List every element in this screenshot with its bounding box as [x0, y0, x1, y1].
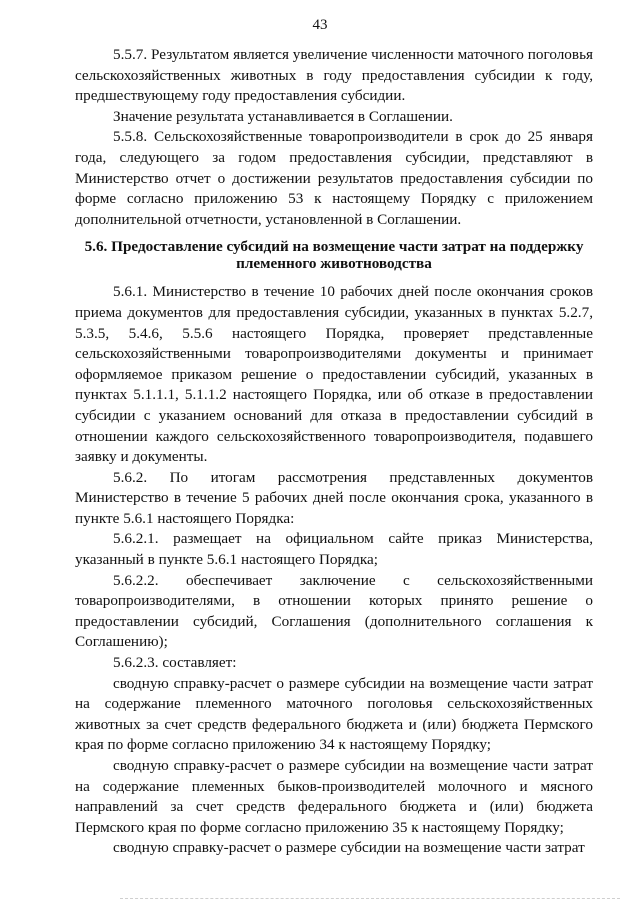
section-heading-5-6: 5.6. Предоставление субсидий на возмещение части затрат на поддержку племенного животноводства: [84, 238, 584, 272]
page-number: 43: [312, 17, 328, 33]
bottom-scan-rule: [120, 898, 620, 899]
paragraph-5-5-8: 5.5.8. Сельскохозяйственные товаропроизводители в срок до 25 января года, следующего за годом предоставления субсидии, представляют в Министерство отчет о достижении результатов предоставления субсидии по форме согласно приложению 53 к настоящему Порядку с приложением дополнительной отчетности, установленной в Соглашении.: [75, 128, 593, 228]
paragraph-5-6-1: 5.6.1. Министерство в течение 10 рабочих дней после окончания сроков приема документов для предоставления субсидии, указанных в пунктах 5.2.7, 5.3.5, 5.4.6, 5.5.6 настоящего Порядка, проверяет представленные сельскохозяйственными товаропроизводителями документы и принимает оформляемое приказом решение о предоставлении субсидий, указанных в пунктах 5.1.1.1, 5.1.1.2 настоящего Порядка, или об отказе в предоставлении субсидии с указанием оснований для отказа в предоставлении субсидий в отношении каждого сельскохозяйственного товаропроизводителя, подавшего заявку и документы.: [75, 283, 593, 466]
paragraph-5-6-2-1: 5.6.2.1. размещает на официальном сайте приказ Министерства, указанный в пункте 5.6.1 настоящего Порядка;: [75, 530, 593, 569]
paragraph-result-value: Значение результата устанавливается в Соглашении.: [113, 107, 453, 125]
paragraph-summary-partial: сводную справку-расчет о размере субсидии на возмещение части затрат: [113, 839, 585, 857]
paragraph-5-6-2-2: 5.6.2.2. обеспечивает заключение с сельскохозяйственными товаропроизводителями, в отношении которых принято решение о предоставлении субсидий, Соглашения (дополнительного соглашения к Соглашению);: [75, 571, 593, 651]
paragraph-5-5-7: 5.5.7. Результатом является увеличение численности маточного поголовья сельскохозяйственных животных в году предоставления субсидии к году, предшествующему году предоставления субсидии.: [75, 46, 593, 105]
paragraph-summary-breeding-stock: сводную справку-расчет о размере субсидии на возмещение части затрат на содержание племенного маточного поголовья сельскохозяйственных животных за счет средств федерального бюджета и (или) бюджета Пермского края по форме согласно приложению 34 к настоящему Порядку;: [75, 674, 593, 754]
paragraph-5-6-2-3: 5.6.2.3. составляет:: [113, 654, 237, 672]
paragraph-summary-bulls: сводную справку-расчет о размере субсидии на возмещение части затрат на содержание племенных быков-производителей молочного и мясного направлений за счет средств федерального бюджета и (или) бюджета Пермского края по форме согласно приложению 35 к настоящему Порядку;: [75, 757, 593, 836]
paragraph-5-6-2: 5.6.2. По итогам рассмотрения представленных документов Министерство в течение 5 рабочих дней после окончания срока, указанного в пункте 5.6.1 настоящего Порядка:: [75, 468, 593, 527]
document-body: [75, 45, 593, 859]
